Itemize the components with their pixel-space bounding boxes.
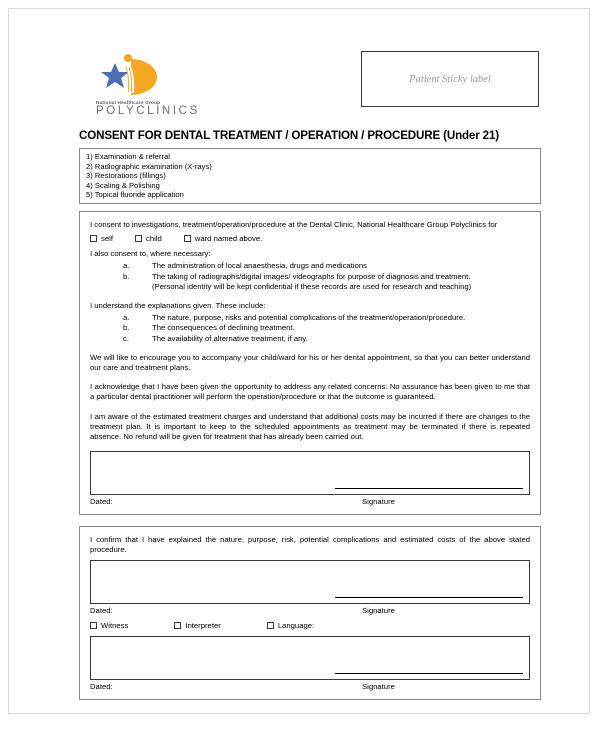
procedure-item: 2) Radiographic examination (X-rays): [86, 161, 212, 171]
checkbox-icon[interactable]: [184, 235, 191, 242]
list-item: [90, 313, 530, 323]
understand-lead: I understand the explanations given. These include:: [90, 300, 266, 310]
signature-rule: [335, 488, 523, 489]
encourage-paragraph: We will like to encourage you to accompany your child/ward for his or her dental appointment, so that you can better understand our care and treatment plans.: [90, 352, 530, 372]
list-item: [90, 261, 530, 271]
practitioner-signature-box[interactable]: [90, 560, 530, 604]
signature-label: Signature: [362, 497, 395, 507]
checkbox-label: self: [101, 234, 113, 244]
list-text: The administration of local anaesthesia, drugs and medications: [152, 261, 367, 271]
checkbox-option-interpreter[interactable]: [174, 621, 220, 630]
list-text: The availability of alternative treatment, if any.: [152, 333, 308, 343]
procedure-item: 4) Scaling & Polishing: [86, 180, 160, 190]
signature-rule: [335, 597, 523, 598]
page-title: CONSENT FOR DENTAL TREATMENT / OPERATION / PROCEDURE (Under 21): [79, 129, 499, 142]
dated-label: Dated:: [90, 497, 113, 507]
list-item: [90, 272, 530, 282]
polyclinics-logo-icon: [95, 53, 161, 99]
practitioner-signature-labels: [90, 606, 530, 617]
list-text: The consequences of declining treatment.: [152, 323, 295, 333]
acknowledge-paragraph: I acknowledge that I have been given the opportunity to address any related concerns. No assurance has been given to me that a particular dental practitioner will perform the operation/procedure or that the outcome is guaranteed.: [90, 382, 530, 402]
list-text: The nature, purpose, risks and potential complications of the treatment/operation/procedure.: [152, 313, 466, 323]
organization-logo: [79, 47, 229, 117]
procedure-item: 3) Restorations (fillings): [86, 171, 166, 181]
list-marker: b.: [123, 271, 130, 281]
list-marker: c.: [123, 333, 129, 343]
checkbox-icon[interactable]: [90, 622, 97, 629]
list-marker: a.: [123, 261, 130, 271]
checkbox-icon[interactable]: [174, 622, 181, 629]
list-item: [90, 282, 530, 292]
list-text: The taking of radiographs/digital images/ videographs for purpose of diagnosis and treatment.: [152, 271, 471, 281]
list-marker: a.: [123, 313, 130, 323]
checkbox-label: Witness: [101, 620, 129, 630]
list-item: [90, 334, 530, 344]
document-page: [8, 8, 590, 714]
patient-signature-box[interactable]: [90, 451, 530, 495]
dated-label: Dated:: [90, 605, 113, 615]
checkbox-label: ward named above.: [194, 234, 263, 244]
charges-paragraph: I am aware of the estimated treatment charges and understand that additional costs may be incurred if there are changes to the treatment plan. It is important to keep to the scheduled appointments as treatment may be terminated if there is repeated absence. No refund will be given for treatment that has already been carried out.: [90, 411, 530, 442]
checkbox-option-language[interactable]: [267, 621, 314, 630]
signature-rule: [335, 673, 523, 674]
document-header: [79, 47, 541, 119]
dated-label: Dated:: [90, 681, 113, 691]
procedure-item: 5) Topical fluoride application: [86, 190, 184, 200]
logo-org-line: National Healthcare Group: [96, 100, 161, 105]
checkbox-icon[interactable]: [267, 622, 274, 629]
practitioner-confirmation-section: [79, 526, 541, 699]
consent-subject-checkbox-group: [90, 234, 530, 243]
signature-label: Signature: [362, 605, 395, 615]
witness-checkbox-group: [90, 621, 530, 630]
checkbox-icon[interactable]: [135, 235, 142, 242]
checkbox-option-ward[interactable]: [184, 234, 263, 243]
checkbox-label: Language:: [277, 620, 315, 630]
checkbox-option-self[interactable]: [90, 234, 113, 243]
checkbox-icon[interactable]: [90, 235, 97, 242]
checkbox-option-witness[interactable]: [90, 621, 128, 630]
also-consent-lead: I also consent to, where necessary:: [90, 249, 211, 259]
checkbox-option-child[interactable]: [135, 234, 162, 243]
patient-sticky-label-box: [361, 51, 539, 107]
list-item: [90, 323, 530, 333]
signature-label: Signature: [362, 681, 395, 691]
witness-signature-labels: [90, 682, 530, 693]
patient-sticky-label-text: Patient Sticky label: [409, 73, 491, 85]
witness-signature-box[interactable]: [90, 636, 530, 680]
patient-consent-section: [79, 211, 541, 515]
list-marker: b.: [123, 323, 130, 333]
patient-signature-labels: [90, 497, 530, 508]
understand-list: [90, 313, 530, 344]
practitioner-confirm-text: I confirm that I have explained the nature, purpose, risk, potential complications and estimated costs of the above stated procedure.: [90, 535, 530, 555]
document-content: [79, 47, 541, 700]
checkbox-label: Interpreter: [185, 620, 221, 630]
procedure-item: 1) Examination & referral: [86, 152, 170, 161]
list-text: (Personal identity will be kept confidential if these records are used for research and teaching): [152, 281, 472, 291]
checkbox-label: child: [145, 234, 162, 244]
logo-brand: POLYCLINICS: [96, 105, 200, 117]
also-consent-list: [90, 261, 530, 292]
procedure-list-box: [79, 148, 541, 204]
consent-intro-text: I consent to investigations, treatment/operation/procedure at the Dental Clinic, National Healthcare Group Polyclinics for: [90, 219, 498, 229]
